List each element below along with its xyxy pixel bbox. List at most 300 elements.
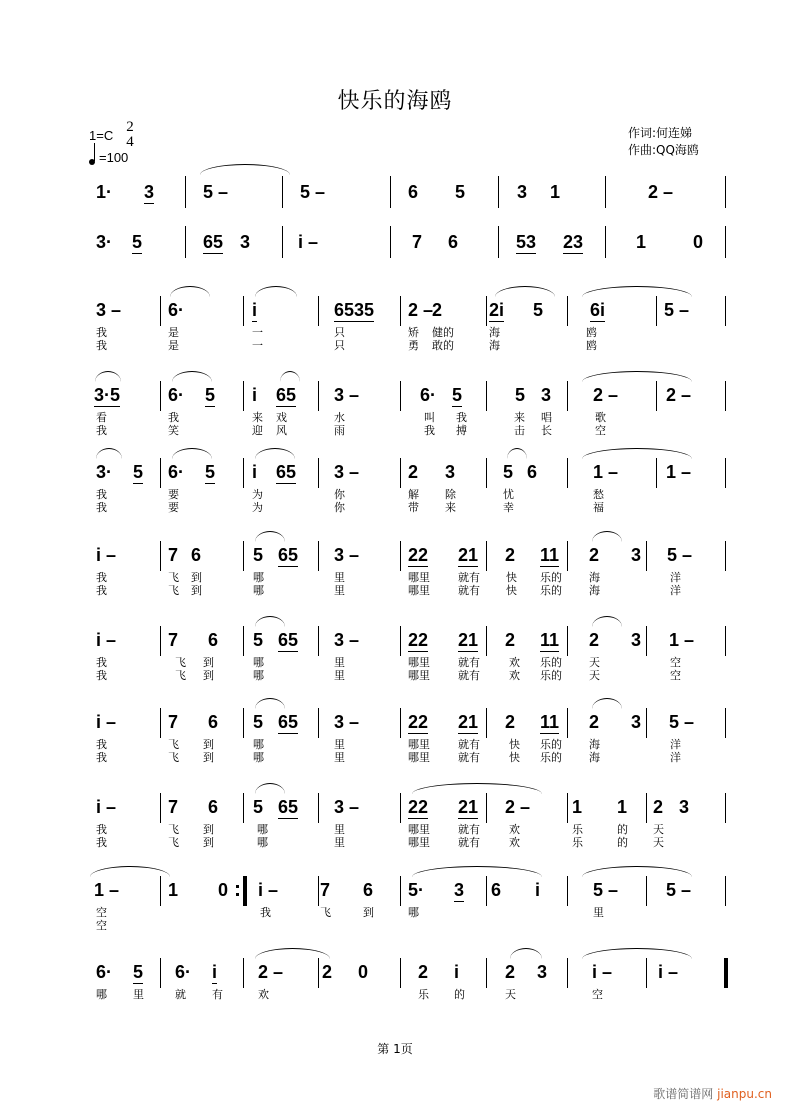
barline	[160, 876, 161, 906]
note: 7	[168, 797, 179, 817]
lyric-verse-1: 除	[445, 488, 456, 501]
lyric-verse-2: 只	[334, 339, 345, 352]
lyric-verse-1: 歌	[595, 411, 606, 424]
lyric-verse-2: 迎	[252, 424, 263, 437]
barline	[567, 708, 568, 738]
barline	[318, 296, 319, 326]
lyric-verse-2: 要	[168, 501, 179, 514]
lyric-verse-1: 到	[191, 571, 202, 584]
barline	[185, 226, 186, 258]
barline	[646, 541, 647, 571]
slur	[582, 866, 692, 877]
lyric-verse-1: 哪	[253, 738, 264, 751]
note: 3 –	[334, 385, 360, 405]
note: 6·	[168, 385, 185, 405]
barline	[282, 226, 283, 258]
note: 3	[541, 385, 552, 405]
page-number: 第 1页	[377, 1042, 413, 1056]
lyric-verse-1: 空	[592, 988, 603, 1001]
note: 6	[448, 232, 459, 252]
lyric-verse-1: 我	[96, 656, 107, 669]
watermark: 歌谱简谱网 jianpu.cn	[653, 1087, 772, 1101]
note: 6	[491, 880, 502, 900]
note: 2	[589, 712, 600, 732]
lyric-verse-1: 来	[514, 411, 525, 424]
note: 7	[168, 545, 179, 565]
note: 5	[533, 300, 544, 320]
lyric-verse-1: 我	[96, 326, 107, 339]
barline	[725, 296, 726, 326]
barline	[243, 958, 244, 988]
lyric-verse-2: 搏	[456, 424, 467, 437]
quarter-note-icon	[89, 159, 95, 165]
lyric-verse-1: 里	[593, 906, 604, 919]
slur	[412, 783, 542, 794]
lyric-verse-1: 天	[505, 988, 516, 1001]
lyric-verse-2: 哪	[253, 751, 264, 764]
barline	[318, 708, 319, 738]
barline	[390, 226, 391, 258]
lyric-verse-2: 哪里	[408, 751, 430, 764]
barline	[400, 876, 401, 906]
barline	[400, 381, 401, 411]
lyric-verse-2: 到	[203, 836, 214, 849]
lyric-verse-1: 乐	[418, 988, 429, 1001]
lyric-verse-2: 一	[252, 339, 263, 352]
note: 5	[452, 385, 463, 405]
note: 65	[203, 232, 224, 252]
note: i –	[258, 880, 279, 900]
lyric-verse-2: 我	[424, 424, 435, 437]
time-signature: 2 4	[126, 119, 134, 150]
lyric-verse-2: 哪	[253, 669, 264, 682]
note: 1 –	[666, 462, 692, 482]
lyric-verse-1: 一	[252, 326, 263, 339]
lyric-verse-1: 的	[617, 823, 628, 836]
note: 2	[408, 462, 419, 482]
note: 7	[412, 232, 423, 252]
barline	[646, 708, 647, 738]
lyric-verse-1: 快	[509, 738, 520, 751]
note: 2 –	[593, 385, 619, 405]
barline	[646, 626, 647, 656]
note: 1	[572, 797, 583, 817]
note: 3	[144, 182, 155, 202]
barline	[605, 226, 606, 258]
note: 6i	[590, 300, 606, 320]
lyric-verse-2: 勇	[408, 339, 419, 352]
lyric-verse-2: 里	[334, 669, 345, 682]
note: 65	[278, 797, 299, 817]
note: 7	[168, 630, 179, 650]
slur	[200, 164, 290, 175]
barline	[567, 381, 568, 411]
barline	[486, 708, 487, 738]
barline	[725, 708, 726, 738]
slur	[96, 448, 122, 459]
barline	[160, 708, 161, 738]
barline	[498, 226, 499, 258]
lyric-verse-1: 欢	[509, 656, 520, 669]
lyric-verse-2: 我	[96, 339, 107, 352]
barline	[656, 381, 657, 411]
lyric-verse-2: 乐的	[540, 669, 562, 682]
barline	[567, 958, 568, 988]
note: 3 –	[96, 300, 122, 320]
lyric-verse-1: 到	[363, 906, 374, 919]
lyric-verse-2: 快	[509, 751, 520, 764]
note: 1 –	[94, 880, 120, 900]
lyric-verse-2: 我	[96, 584, 107, 597]
lyric-verse-2: 到	[203, 751, 214, 764]
lyric-verse-1: 我	[456, 411, 467, 424]
note: 5 –	[664, 300, 690, 320]
note: 1 –	[669, 630, 695, 650]
note: 5 –	[593, 880, 619, 900]
final-barline	[724, 958, 728, 988]
note: 65	[276, 385, 297, 405]
lyric-verse-1: 就有	[458, 823, 480, 836]
note: 11	[540, 545, 560, 565]
lyric-verse-1: 里	[133, 988, 144, 1001]
lyric-verse-1: 海	[589, 571, 600, 584]
lyric-verse-1: 飞	[175, 656, 186, 669]
lyric-verse-1: 飞	[320, 906, 331, 919]
lyric-verse-1: 我	[96, 823, 107, 836]
barline	[243, 458, 244, 488]
lyric-verse-1: 海	[589, 738, 600, 751]
lyric-verse-2: 哪里	[408, 836, 430, 849]
lyric-verse-1: 忧	[503, 488, 514, 501]
lyric-verse-1: 飞	[168, 571, 179, 584]
note: 53	[516, 232, 537, 252]
lyric-verse-2: 乐的	[540, 751, 562, 764]
lyric-verse-2: 海	[589, 584, 600, 597]
lyric-verse-1: 乐	[572, 823, 583, 836]
lyric-verse-2: 我	[96, 751, 107, 764]
note: 0	[693, 232, 704, 252]
lyric-verse-1: 只	[334, 326, 345, 339]
score-title: 快乐的海鸥	[337, 89, 453, 114]
note: 5 –	[300, 182, 326, 202]
note: i	[535, 880, 541, 900]
note: 1	[168, 880, 179, 900]
note: 2	[589, 630, 600, 650]
lyric-verse-1: 洋	[670, 571, 681, 584]
note: 6	[191, 545, 202, 565]
slur	[172, 448, 212, 459]
note: 1 –	[593, 462, 619, 482]
note: 21	[458, 797, 479, 817]
note: 3 –	[334, 712, 360, 732]
note: 5	[503, 462, 514, 482]
barline	[318, 626, 319, 656]
note: 5	[253, 545, 264, 565]
slur	[255, 448, 295, 459]
note: 1·	[96, 182, 113, 202]
lyric-verse-1: 水	[334, 411, 345, 424]
barline	[243, 541, 244, 571]
lyric-verse-2: 敢的	[432, 339, 454, 352]
slur	[582, 948, 692, 959]
lyric-verse-2: 哪里	[408, 584, 430, 597]
note: 1	[550, 182, 561, 202]
note: i –	[658, 962, 679, 982]
note: 11	[540, 630, 560, 650]
lyric-verse-1: 到	[203, 656, 214, 669]
note: 6·	[420, 385, 437, 405]
barline	[567, 541, 568, 571]
barline	[160, 458, 161, 488]
note: i –	[96, 545, 117, 565]
barline	[160, 626, 161, 656]
note: 2	[432, 300, 443, 320]
credits	[628, 125, 699, 159]
barline	[646, 958, 647, 988]
note: 6	[208, 630, 219, 650]
lyric-verse-1: 来	[252, 411, 263, 424]
lyric-verse-2: 空	[96, 919, 107, 932]
barline	[282, 176, 283, 208]
lyric-verse-1: 健的	[432, 326, 454, 339]
slur	[510, 948, 542, 959]
slur	[582, 371, 692, 382]
note: i –	[96, 712, 117, 732]
lyric-verse-2: 为	[252, 501, 263, 514]
barline	[243, 793, 244, 823]
lyric-verse-2: 欢	[509, 836, 520, 849]
note: 65	[278, 630, 299, 650]
note: 3 –	[334, 797, 360, 817]
note: i	[252, 300, 258, 320]
barline	[725, 626, 726, 656]
note: 2i	[489, 300, 505, 320]
lyric-verse-2: 里	[334, 584, 345, 597]
note: 2	[505, 630, 516, 650]
tempo-marking: =100	[89, 150, 128, 165]
barline	[318, 381, 319, 411]
note: i –	[592, 962, 613, 982]
lyric-verse-1: 矫	[408, 326, 419, 339]
barline	[400, 708, 401, 738]
barline	[646, 876, 647, 906]
barline	[486, 958, 487, 988]
lyric-verse-2: 哪	[257, 836, 268, 849]
lyric-verse-1: 我	[168, 411, 179, 424]
barline	[567, 626, 568, 656]
barline	[400, 793, 401, 823]
lyric-verse-1: 哪	[96, 988, 107, 1001]
note: 5 –	[666, 880, 692, 900]
barline	[243, 296, 244, 326]
slur	[412, 866, 542, 877]
lyric-verse-2: 飞	[168, 836, 179, 849]
note: 2	[505, 962, 516, 982]
note: i	[252, 462, 258, 482]
lyric-verse-1: 飞	[168, 738, 179, 751]
lyric-verse-1: 你	[334, 488, 345, 501]
lyric-verse-1: 戏	[276, 411, 287, 424]
lyric-verse-1: 哪	[253, 656, 264, 669]
lyric-verse-2: 洋	[670, 584, 681, 597]
barline	[498, 176, 499, 208]
note: i	[454, 962, 460, 982]
note: 3·	[96, 232, 113, 252]
slur	[592, 698, 622, 709]
lyric-verse-2: 风	[276, 424, 287, 437]
lyric-verse-2: 就有	[458, 584, 480, 597]
lyric-verse-1: 我	[96, 488, 107, 501]
lyric-verse-2: 长	[541, 424, 552, 437]
note: 5 –	[203, 182, 229, 202]
lyric-verse-1: 空	[670, 656, 681, 669]
note: 3 –	[334, 462, 360, 482]
note: 6·	[168, 462, 185, 482]
lyric-verse-1: 里	[334, 738, 345, 751]
note: 5·	[408, 880, 425, 900]
note: 6·	[168, 300, 185, 320]
lyric-verse-2: 我	[96, 424, 107, 437]
lyric-verse-1: 我	[96, 571, 107, 584]
note: 22	[408, 712, 429, 732]
note: 3	[517, 182, 528, 202]
note: 65	[276, 462, 297, 482]
note: 21	[458, 630, 479, 650]
barline	[318, 541, 319, 571]
lyric-verse-2: 到	[203, 669, 214, 682]
barline	[725, 381, 726, 411]
note: 5	[132, 232, 143, 252]
lyric-verse-2: 福	[593, 501, 604, 514]
note: 0	[218, 880, 229, 900]
lyric-verse-1: 空	[96, 906, 107, 919]
slur	[172, 371, 212, 382]
note: 3·5	[94, 385, 121, 405]
lyric-verse-1: 乐的	[540, 656, 562, 669]
lyric-verse-2: 欢	[509, 669, 520, 682]
note: 5	[205, 462, 216, 482]
lyric-verse-1: 欢	[258, 988, 269, 1001]
lyric-verse-1: 哪	[257, 823, 268, 836]
note: 2	[505, 545, 516, 565]
barline	[486, 626, 487, 656]
slur	[95, 371, 121, 382]
barline	[160, 296, 161, 326]
note: 2	[589, 545, 600, 565]
slur	[495, 286, 555, 297]
barline	[486, 541, 487, 571]
lyric-verse-1: 到	[203, 738, 214, 751]
lyric-verse-2: 的	[617, 836, 628, 849]
barline	[486, 876, 487, 906]
lyric-verse-2: 空	[595, 424, 606, 437]
lyric-verse-2: 我	[96, 669, 107, 682]
lyric-verse-2: 哪里	[408, 669, 430, 682]
lyric-verse-2: 哪	[253, 584, 264, 597]
note: 6·	[175, 962, 192, 982]
note: 6	[363, 880, 374, 900]
note: i –	[96, 630, 117, 650]
composer: 作曲:QQ海鸥	[628, 143, 699, 157]
slur	[255, 531, 285, 542]
barline	[567, 458, 568, 488]
lyric-verse-1: 就	[175, 988, 186, 1001]
lyric-verse-2: 天	[589, 669, 600, 682]
lyric-verse-2: 就有	[458, 751, 480, 764]
note: 5	[133, 962, 144, 982]
barline	[160, 381, 161, 411]
lyric-verse-2: 你	[334, 501, 345, 514]
lyric-verse-1: 哪	[408, 906, 419, 919]
barline	[725, 876, 726, 906]
lyric-verse-1: 哪	[253, 571, 264, 584]
slur	[255, 286, 297, 297]
note: 3	[631, 545, 642, 565]
slur	[507, 448, 527, 459]
barline	[486, 458, 487, 488]
barline	[160, 541, 161, 571]
slur	[255, 783, 285, 794]
barline	[567, 296, 568, 326]
note: 1	[617, 797, 628, 817]
barline	[318, 958, 319, 988]
barline	[656, 296, 657, 326]
note: 5	[253, 797, 264, 817]
lyric-verse-2: 就有	[458, 836, 480, 849]
barline	[725, 458, 726, 488]
note: 11	[540, 712, 560, 732]
note: 22	[408, 545, 429, 565]
lyric-verse-1: 乐的	[540, 571, 562, 584]
barline	[318, 458, 319, 488]
note: 3	[537, 962, 548, 982]
note: 3	[679, 797, 690, 817]
lyricist: 作词:何连娣	[628, 126, 693, 140]
note: 5	[205, 385, 216, 405]
lyric-verse-1: 里	[334, 571, 345, 584]
note: 5	[515, 385, 526, 405]
note: 3	[631, 712, 642, 732]
note: 7	[168, 712, 179, 732]
barline	[400, 541, 401, 571]
lyric-verse-1: 我	[96, 738, 107, 751]
lyric-verse-1: 愁	[593, 488, 604, 501]
lyric-verse-1: 哪里	[408, 571, 430, 584]
lyric-verse-2: 雨	[334, 424, 345, 437]
note: 22	[408, 797, 429, 817]
slur	[592, 616, 622, 627]
lyric-verse-1: 飞	[168, 823, 179, 836]
lyric-verse-1: 为	[252, 488, 263, 501]
lyric-verse-2: 飞	[168, 751, 179, 764]
barline	[725, 226, 726, 258]
note: 6535	[334, 300, 375, 320]
barline	[400, 626, 401, 656]
lyric-verse-2: 海	[589, 751, 600, 764]
lyric-verse-1: 就有	[458, 571, 480, 584]
lyric-verse-1: 鸥	[586, 326, 597, 339]
repeat-barline	[243, 876, 247, 906]
barline	[390, 176, 391, 208]
lyric-verse-1: 乐的	[540, 738, 562, 751]
note: 2 –	[648, 182, 674, 202]
note: 3 –	[334, 630, 360, 650]
lyric-verse-2: 空	[670, 669, 681, 682]
lyric-verse-2: 来	[445, 501, 456, 514]
barline	[656, 458, 657, 488]
lyric-verse-2: 我	[96, 836, 107, 849]
lyric-verse-1: 天	[653, 823, 664, 836]
